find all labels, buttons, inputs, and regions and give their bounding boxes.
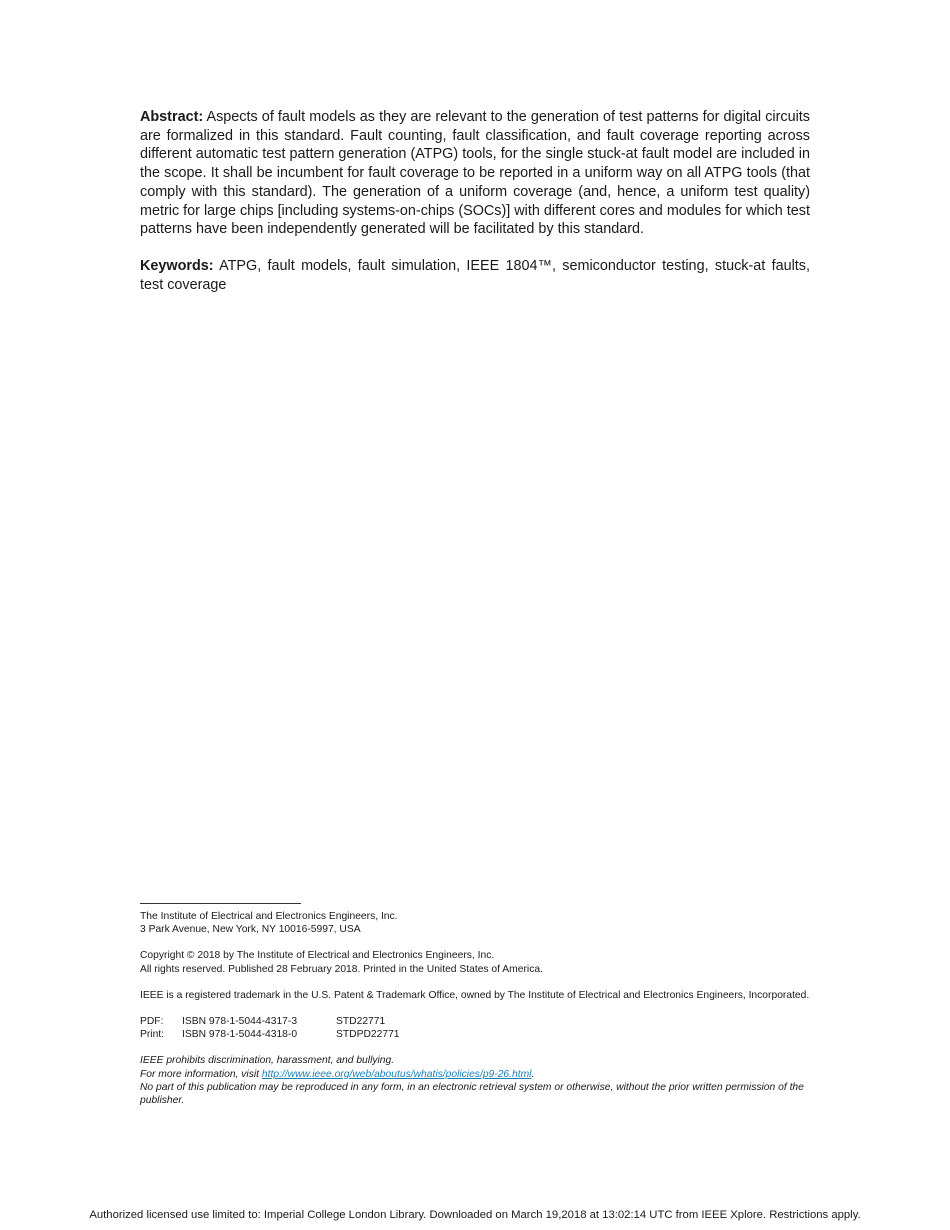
abstract-section [140, 108, 810, 294]
isbn-number: ISBN 978-1-5044-4317-3 [182, 1016, 298, 1028]
isbn-code: STD22771 [336, 1016, 386, 1028]
isbn-format-label: PDF: [140, 1016, 164, 1028]
keywords-text: ATPG, fault models, fault simulation, IEEE 1804™, semiconductor testing, stuck-at faults, test coverage [140, 257, 810, 293]
isbn-format-label: Print: [140, 1029, 165, 1041]
abstract-text: Aspects of fault models as they are relevant to the generation of test patterns for digital circuits are formalized in this standard. Fault counting, fault classification, and fault coverage reporting across different automatic test pattern generation (ATPG) tools, for the single stuck-at fault model are included in the scope. It shall be incumbent for fault coverage to be reported in a uniform way on all ATPG tools (that comply with this standard). The generation of a uniform coverage (and, hence, a uniform test quality) metric for large chips [including systems-on-chips (SOCs)] with different cores and modules for which test patterns have been independently generated will be facilitated by this standard. [140, 109, 810, 238]
footnote-divider [140, 903, 301, 904]
policy-link[interactable]: http://www.ieee.org/web/aboutus/whatis/policies/p9-26.html [261, 1068, 532, 1080]
org-name: The Institute of Electrical and Electronics Engineers, Inc. [140, 911, 398, 922]
trademark-line: IEEE is a registered trademark in the U.S. Patent & Trademark Office, owned by The Institute of Electrical and Electronics Engineers, Incorporated. [140, 989, 810, 1001]
rights-line: All rights reserved. Published 28 February 2018. Printed in the United States of America. [140, 963, 543, 975]
more-info-line [140, 1068, 812, 1081]
license-notice: Authorized licensed use limited to: Imperial College London Library. Downloaded on March 19,2018 at 13:02:14 UTC from IEEE Xplore. Restrictions apply. [89, 1209, 861, 1221]
isbn-number: ISBN 978-1-5044-4318-0 [182, 1029, 298, 1041]
abstract-label: Abstract: [140, 109, 204, 125]
more-info-prefix: For more information, visit [140, 1068, 262, 1080]
abstract-paragraph [140, 108, 810, 239]
isbn-code: STDPD22771 [336, 1029, 400, 1041]
keywords-label: Keywords: [140, 257, 214, 274]
keywords-paragraph [140, 257, 810, 294]
org-address: 3 Park Avenue, New York, NY 10016-5997, USA [140, 924, 361, 936]
isbn-row-print [140, 1028, 812, 1041]
isbn-row-pdf [140, 1015, 812, 1028]
reproduction-notice: No part of this publication may be reproduced in any form, in an electronic retrieval system or otherwise, without the prior written permission of the publisher. [140, 1081, 804, 1107]
copyright-line: Copyright © 2018 by The Institute of Electrical and Electronics Engineers, Inc. [140, 950, 495, 962]
more-info-suffix: . [531, 1068, 535, 1080]
policy-line: IEEE prohibits discrimination, harassment, and bullying. [140, 1055, 395, 1067]
copyright-footer [140, 910, 812, 1107]
